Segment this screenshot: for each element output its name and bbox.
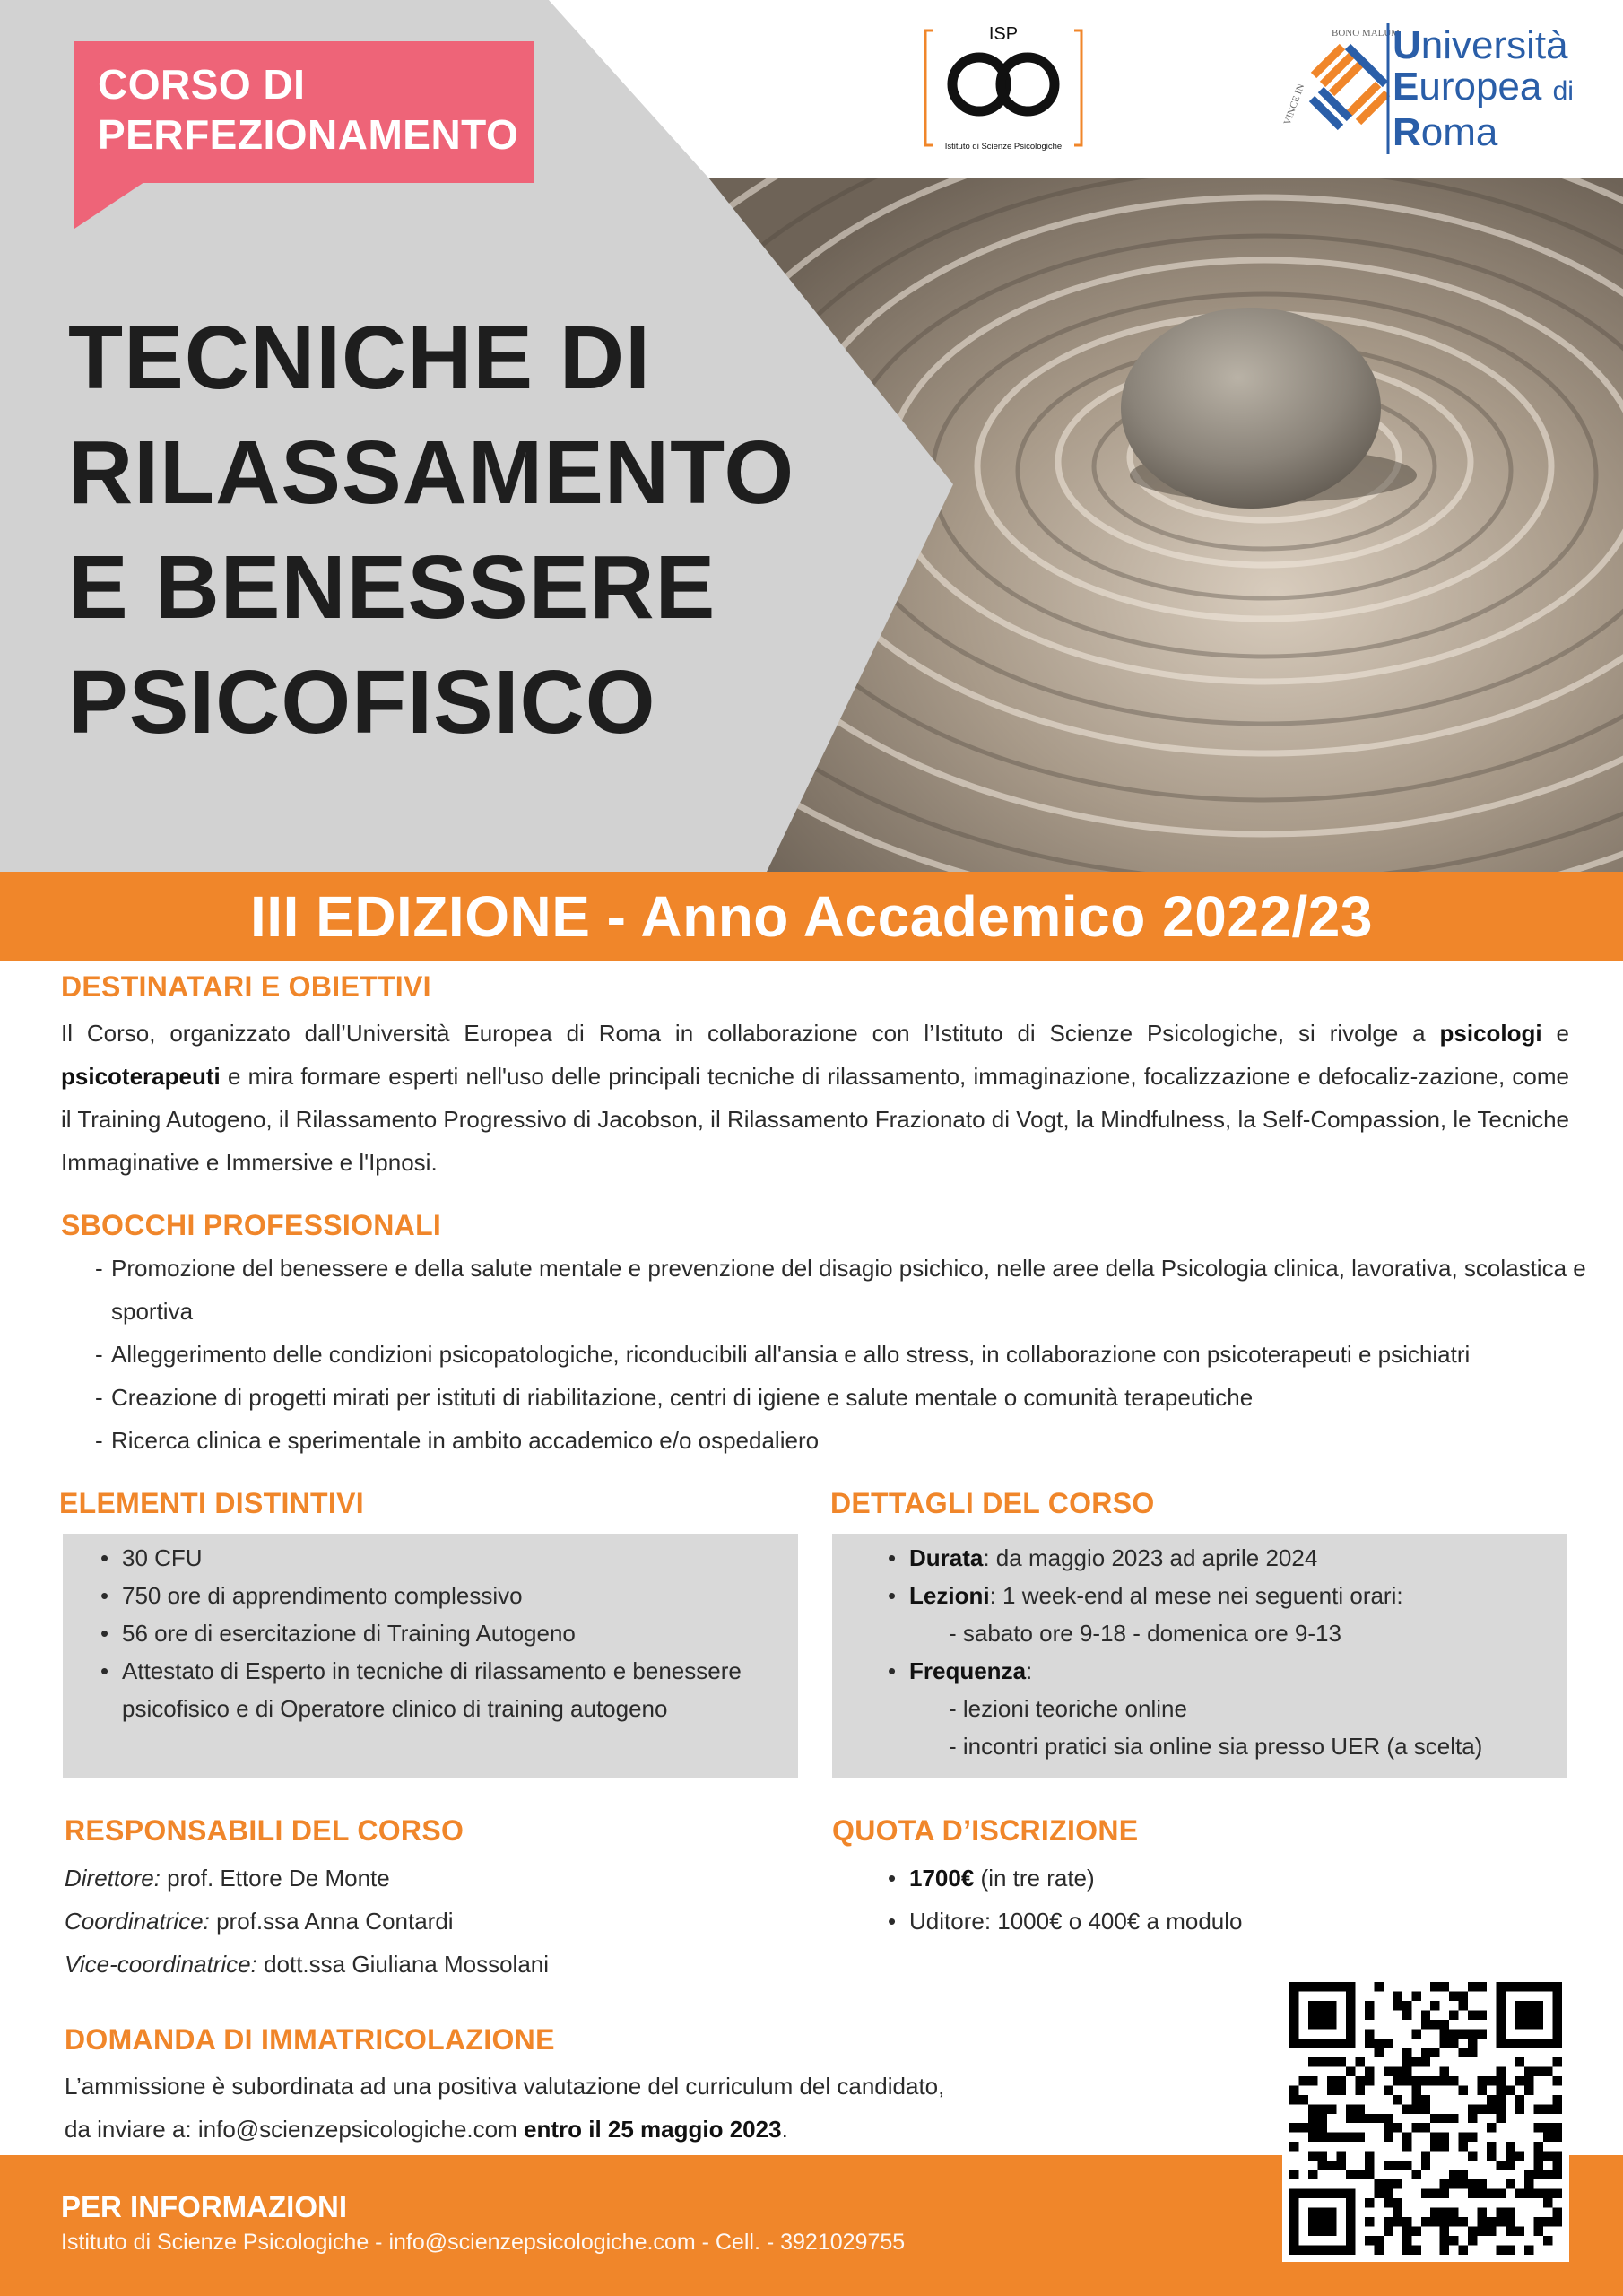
role-direttore: Direttore: [65,1865,161,1892]
elementi-item: • 30 CFU [93,1539,798,1577]
seal-motto-top: BONO MALUM [1332,28,1401,39]
elementi-item: • 750 ore di apprendimento complessivo [93,1577,798,1614]
uer-niversita: niversità [1420,23,1568,67]
name-vice-coordinatrice: dott.ssa Giuliana Mossolani [256,1951,550,1978]
responsabile-row [65,1943,782,1986]
dettagli-box [832,1534,1567,1778]
destinatari-bold-psicoterapeuti: psicoterapeuti [61,1063,221,1090]
dettagli-frequenza [881,1652,1567,1690]
uer-di: di [1552,76,1574,106]
destinatari-paragraph [61,1012,1569,1184]
destinatari-bold-psicologi: psicologi [1439,1020,1542,1047]
destinatari-text-2: e [1541,1020,1569,1047]
edition-banner [0,872,1623,961]
badge-line-1: CORSO DI [98,61,306,108]
sbocchi-item: - Alleggerimento delle condizioni psicopatologiche, riconducibili all'ansia e allo stress, in collaborazione con psicoterapeuti e psichiatri [95,1333,1601,1376]
qr-code[interactable] [1282,1975,1569,2262]
quota-amount: 1700€ [909,1865,975,1892]
uer-initial-e: E [1393,65,1419,109]
frequenza-label: Frequenza [909,1657,1027,1684]
quota-installments: (in tre rate) [974,1865,1095,1892]
uer-oma: oma [1420,110,1498,154]
frequenza-value: : [1026,1657,1033,1684]
name-direttore: prof. Ettore De Monte [160,1865,390,1892]
elementi-item: • Attestato di Esperto in tecniche di rilassamento e benessere psicofisico e di Operatore clinico di training autogeno [93,1652,798,1727]
section-title-domanda: DOMANDA DI IMMATRICOLAZIONE [65,2023,555,2056]
uer-initial-r: R [1393,110,1421,154]
edition-text: III EDIZIONE - Anno Accademico 2022/23 [250,884,1373,949]
sbocchi-item: - Promozione del benessere e della salute mentale e prevenzione del disagio psichico, nelle aree della Psicologia clinica, lavorativa, scolastica e sportiva [95,1247,1601,1333]
title-line-4: PSICOFISICO [68,652,656,752]
dettagli-list [881,1539,1567,1614]
dettagli-list-2 [881,1652,1567,1690]
sbocchi-item: - Ricerca clinica e sperimentale in ambito accademico e/o ospedaliero [95,1419,1601,1462]
lezioni-value: : 1 week-end al mese nei seguenti orari: [989,1582,1403,1609]
elementi-box [63,1534,798,1778]
course-title [68,300,857,760]
title-line-1: TECNICHE DI [68,308,651,408]
quota-list [881,1857,1562,1943]
seal-motto-left: VINCE IN [1281,82,1307,127]
section-title-destinatari: DESTINATARI E OBIETTIVI [61,970,431,1003]
section-title-dettagli: DETTAGLI DEL CORSO [830,1487,1155,1519]
course-type-badge [74,41,534,183]
title-line-2: RILASSAMENTO [68,422,795,523]
uer-initial-u: U [1393,23,1421,67]
responsabile-row [65,1900,782,1943]
sbocchi-item: - Creazione di progetti mirati per istituti di riabilitazione, centri di igiene e salute mentale o comunità terapeutiche [95,1376,1601,1419]
footer-title: PER INFORMAZIONI [61,2190,347,2223]
domanda-line-1: L’ammissione è subordinata ad una positiva valutazione del curriculum del candidato, [65,2073,945,2100]
uer-wordmark [1393,25,1574,153]
dettagli-durata [881,1539,1567,1577]
dettagli-lezioni [881,1577,1567,1614]
hero-section [0,0,1623,872]
lezioni-schedule: - sabato ore 9-18 - domenica ore 9-13 [949,1620,1341,1647]
badge-line-2: PERFEZIONAMENTO [98,111,519,158]
isp-acronym: ISP [988,24,1019,44]
durata-value: : da maggio 2023 ad aprile 2024 [983,1544,1318,1571]
lezioni-label: Lezioni [909,1582,990,1609]
destinatari-text-3: e mira formare esperti nell'uso delle principali tecniche di rilassamento, immaginazione, focalizzazione e defocaliz-zazione, come il Training Autogeno, il Rilassamento Progressivo di Jacobson, il Rilassamento Frazionato di Vogt, la Mindfulness, la Self-Compassion, le Tecniche Immaginative e Immersive e l'Ipnosi. [61,1063,1569,1176]
frequenza-pratici: - incontri pratici sia online sia presso UER (a scelta) [949,1733,1483,1760]
domanda-email: da inviare a: info@scienzepsicologiche.com [65,2116,524,2143]
quota-box [881,1857,1562,1943]
name-coordinatrice: prof.ssa Anna Contardi [209,1908,454,1935]
durata-label: Durata [909,1544,984,1571]
domanda-deadline: entro il 25 maggio 2023 [524,2116,782,2143]
role-coordinatrice: Coordinatrice: [65,1908,210,1935]
section-title-responsabili: RESPONSABILI DEL CORSO [65,1814,464,1847]
section-title-quota: QUOTA D’ISCRIZIONE [832,1814,1139,1847]
section-title-elementi: ELEMENTI DISTINTIVI [59,1487,364,1519]
isp-caption: Istituto di Scienze Psicologiche [944,142,1063,152]
responsabili-list [65,1857,782,1986]
footer-contact-info: Istituto di Scienze Psicologiche - info@scienzepsicologiche.com - Cell. - 3921029755 [61,2230,906,2255]
title-line-3: E BENESSERE [68,537,716,638]
elementi-list [93,1539,798,1727]
isp-logo [924,22,1083,156]
elementi-item: • 56 ore di esercitazione di Training Autogeno [93,1614,798,1652]
destinatari-text-1: Il Corso, organizzato dall’Università Europea di Roma in collaborazione con l’Istituto di Scienze Psicologiche, si rivolge a [61,1020,1440,1047]
section-title-sbocchi: SBOCCHI PROFESSIONALI [61,1209,442,1241]
role-vice-coordinatrice: Vice-coordinatrice: [65,1951,257,1978]
domanda-text [65,2065,1230,2151]
qr-code-pattern [1289,1982,1562,2255]
sbocchi-list [95,1247,1601,1462]
quota-uditore: • Uditore: 1000€ o 400€ a modulo [881,1900,1562,1943]
responsabile-row [65,1857,782,1900]
quota-full [881,1857,1562,1900]
domanda-period: . [781,2116,788,2143]
uer-uropea: uropea [1419,65,1542,109]
domanda-line-2 [65,2108,1230,2151]
frequenza-online: - lezioni teoriche online [949,1695,1187,1722]
badge-tail [74,182,144,229]
